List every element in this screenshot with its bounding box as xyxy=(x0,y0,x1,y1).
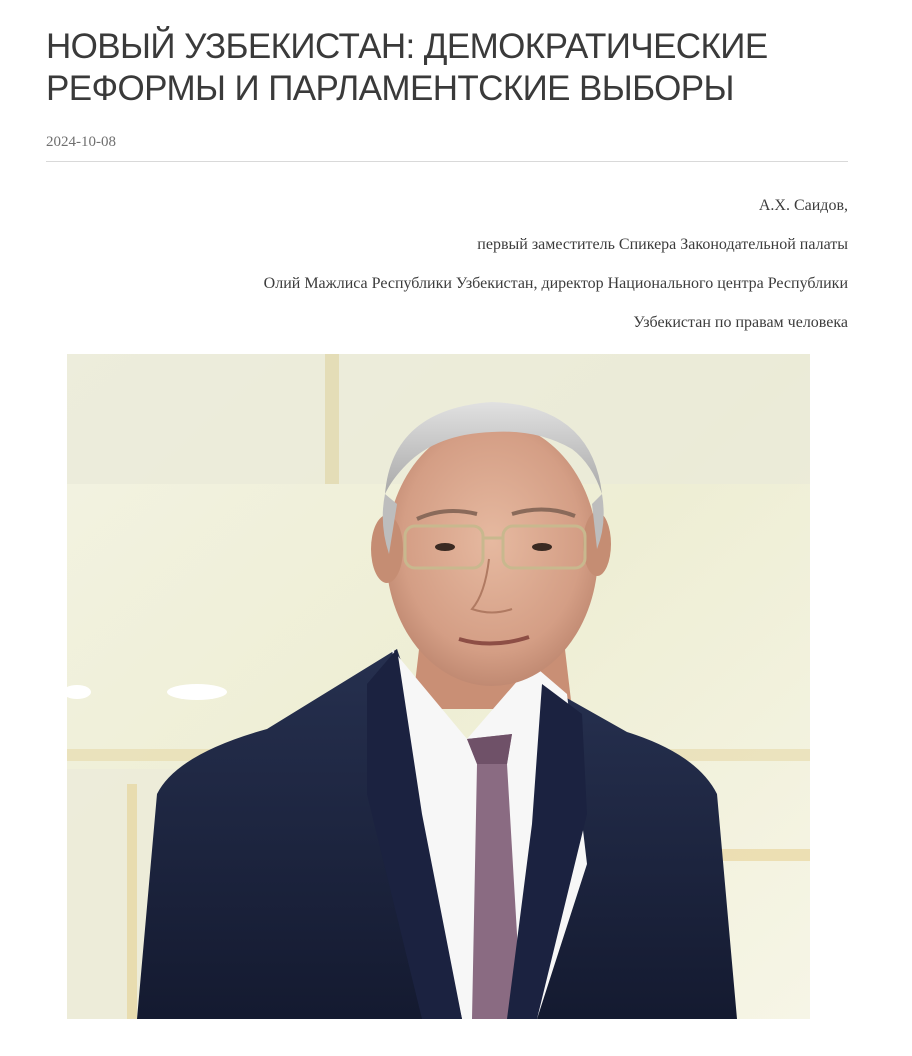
title-line-2: РЕФОРМЫ И ПАРЛАМЕНТСКИЕ ВЫБОРЫ xyxy=(46,69,734,108)
author-name: А.Х. Саидов, xyxy=(758,197,848,214)
author-position-line-1: первый заместитель Спикера Законодательной палаты xyxy=(477,236,848,253)
title-line-1: НОВЫЙ УЗБЕКИСТАН: ДЕМОКРАТИЧЕСКИЕ xyxy=(46,27,768,66)
divider xyxy=(46,161,848,162)
author-byline xyxy=(46,186,848,342)
author-position-line-3: Узбекистан по правам человека xyxy=(633,314,848,331)
author-portrait-photo xyxy=(67,354,810,1019)
page-title xyxy=(46,0,848,110)
author-position-line-2: Олий Мажлиса Республики Узбекистан, директор Национального центра Республики xyxy=(263,275,848,292)
article xyxy=(46,0,848,342)
publish-date: 2024-10-08 xyxy=(46,134,116,150)
